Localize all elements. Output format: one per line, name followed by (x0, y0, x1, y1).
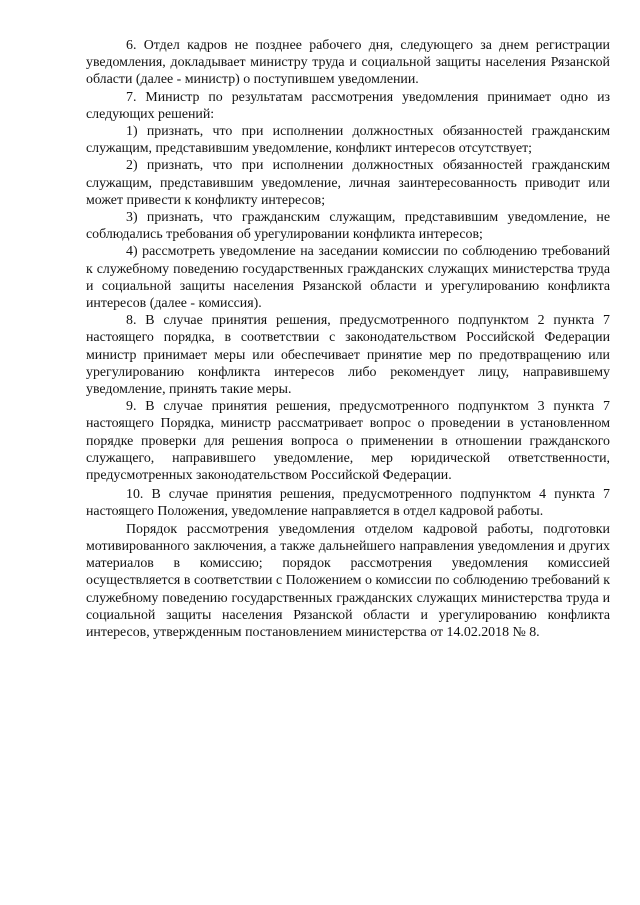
paragraph-7-item-2: 2) признать, что при исполнении должностных обязанностей гражданским служащим, представившим уведомление, личная заинтересованность приводит или может привести к конфликту интересов; (86, 158, 610, 208)
paragraph-7: 7. Министр по результатам рассмотрения уведомления принимает одно из следующих решений: (86, 89, 610, 122)
paragraph-7-item-1: 1) признать, что при исполнении должностных обязанностей гражданским служащим, представившим уведомление, конфликт интересов отсутствует; (86, 124, 610, 157)
paragraph-10: 10. В случае принятия решения, предусмотренного подпунктом 4 пункта 7 настоящего Положения, уведомление направляется в отдел кадровой работы. (86, 487, 610, 520)
paragraph-9: 9. В случае принятия решения, предусмотренного подпунктом 3 пункта 7 настоящего Порядка, министр рассматривает вопрос о проведении в установленном порядке проверки для решения вопроса о применении в отношении гражданского служащего, направившего уведомление, мер юридической ответственности, предусмотренных законодательством Российской Федерации. (86, 399, 610, 484)
document-body (86, 37, 610, 641)
paragraph-procedure: Порядок рассмотрения уведомления отделом кадровой работы, подготовки мотивированного заключения, а также дальнейшего направления уведомления и других материалов в комиссию; порядок рассмотрения уведомления комиссией осуществляется в соответствии с Положением о комиссии по соблюдению требований к служебному поведению государственных гражданских служащих министерства труда и социальной защиты населения Рязанской области и урегулированию конфликта интересов, утвержденным постановлением министерства от 14.02.2018 № 8. (86, 521, 610, 640)
paragraph-7-item-4: 4) рассмотреть уведомление на заседании комиссии по соблюдению требований к служебному поведению государственных гражданских служащих министерства труда и социальной защиты населения Рязанской области и урегулированию конфликта интересов (далее - комиссия). (86, 244, 610, 312)
paragraph-7-item-3: 3) признать, что гражданским служащим, представившим уведомление, не соблюдались требования об урегулировании конфликта интересов; (86, 210, 610, 243)
paragraph-8: 8. В случае принятия решения, предусмотренного подпунктом 2 пункта 7 настоящего порядка, в соответствии с законодательством Российской Федерации министр принимает меры или обеспечивает принятие мер по предотвращению или урегулированию конфликта интересов либо рекомендует лицу, направившему уведомление, принять такие меры. (86, 313, 610, 398)
paragraph-6: 6. Отдел кадров не позднее рабочего дня, следующего за днем регистрации уведомления, докладывает министру труда и социальной защиты населения Рязанской области (далее - министр) о поступившем уведомлении. (86, 38, 610, 88)
